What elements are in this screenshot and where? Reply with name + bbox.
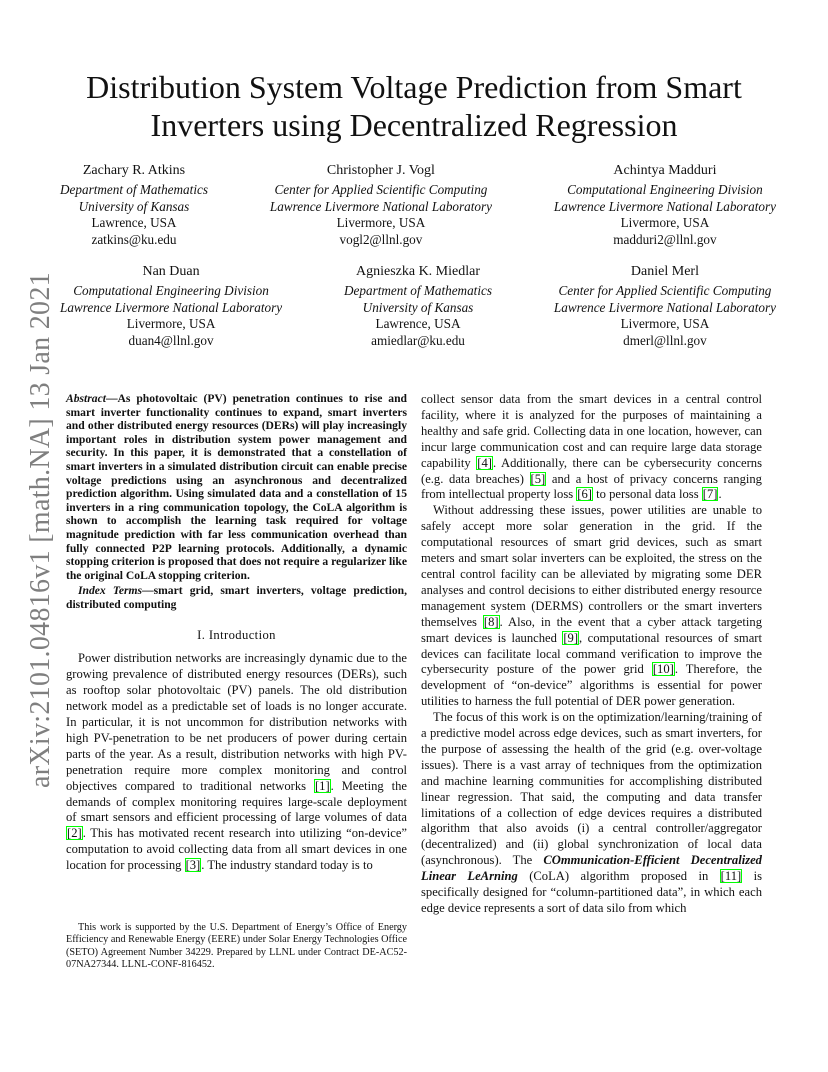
author-department: Computational Engineering Division [567, 181, 763, 197]
author-email: dmerl@llnl.gov [623, 333, 707, 349]
citation-link[interactable]: [5] [530, 471, 546, 486]
text-run: (CoLA) algorithm proposed in [517, 869, 720, 884]
citation-link[interactable]: [4] [477, 455, 492, 470]
arxiv-sidebar [22, 270, 60, 790]
text-run: , computational resources of smart devices can facilitate local command verification to improve the cybersecurity posture of the power grid [421, 630, 762, 677]
citation-link[interactable]: [1] [314, 778, 330, 793]
author-block [60, 264, 282, 350]
body-paragraph [421, 503, 762, 710]
footnote: This work is supported by the U.S. Department of Energy’s Office of Energy Efficiency and Renewable Energy (EERE) under Solar Energy Technologies Office (SETO) Agreement Number 34229. Prepared by LLNL under Contract DE-AC52-07NA27344. LLNL-CONF-816452. [66, 922, 407, 971]
section-heading-introduction: I. Introduction [197, 627, 276, 642]
author-name: Christopher J. Vogl [326, 163, 435, 178]
text-run: . Additionally, there can be cybersecurity concerns (e.g. data breaches) [421, 455, 762, 486]
abstract-label: Abstract [66, 392, 106, 405]
abstract-text: —As photovoltaic (PV) penetration continues to rise and smart inverter functionality continues to expand, smart inverters and other distributed energy resources (DERs) will play increasingly important roles in distribution system power management and security. In this paper, it is demonstrated that a constellation of smart inverters in a simulated distribution circuit can enable precise voltage predictions using an asynchronous and decentralized prediction algorithm. Using simulated data and a constellation of 15 inverters in a ring communication topology, the CoLA algorithm is shown to accomplish the learning task required for voltage magnitude prediction with far less communication overhead than fully connected P2P learning protocols. Additionally, a dynamic stopping criterion is proposed that does not require a regularizer like the original CoLA stopping criterion. [66, 392, 407, 582]
author-block [60, 163, 208, 249]
author-department: Department of Mathematics [60, 181, 208, 197]
author-organization: Lawrence Livermore National Laboratory [60, 299, 283, 315]
body-paragraph [421, 710, 762, 917]
author-email: madduri2@llnl.gov [613, 232, 717, 248]
citation-link[interactable]: [11] [720, 869, 742, 884]
abstract [66, 392, 407, 582]
citation-link[interactable]: [7] [702, 487, 718, 502]
author-location: Lawrence, USA [375, 316, 461, 332]
text-run: The focus of this work is on the optimization/learning/training of a predictive model across edge devices, such as smart inverters, for the purpose of assessing the health of the grid (e.g. over-voltage issues). There is a vast array of techniques from the optimization and machine learning communities for accomplishing distributed linear regression. That said, the computing and data transfer limitations of a collection of edge devices requires a distributed algorithm that also avoids (i) a central controller/aggregator (decentralized) and (ii) global synchronization of local data (asynchronous). The [421, 710, 762, 868]
author-organization: Lawrence Livermore National Laboratory [553, 299, 776, 315]
author-organization: University of Kansas [78, 198, 190, 214]
text-run: . Also, in the event that a cyber attack targeting smart devices is launched [421, 614, 762, 645]
author-email: vogl2@llnl.gov [339, 232, 423, 248]
citation-link[interactable]: [6] [577, 487, 592, 502]
author-block [554, 264, 776, 350]
author-row-1 [60, 163, 776, 249]
index-terms-label: Index Terms [78, 584, 143, 598]
arxiv-identifier: arXiv:2101.04816v1 [math.NA] 13 Jan 2021 [25, 272, 56, 788]
text-run: to personal data loss [592, 487, 702, 502]
paper-title: Distribution System Voltage Prediction from Smart Inverters using Decentralized Regression [86, 69, 742, 143]
author-email: zatkins@ku.edu [91, 232, 177, 248]
citation-link[interactable]: [2] [67, 826, 82, 841]
left-column [66, 392, 407, 874]
text-run: is specifically designed for “column-partitioned data”, in which each edge device represents a sort of data silo from which [421, 869, 762, 915]
author-location: Livermore, USA [336, 215, 426, 231]
text-run: . The industry standard today is to [201, 858, 373, 873]
author-location: Livermore, USA [620, 316, 710, 332]
author-block [344, 264, 492, 350]
author-location: Livermore, USA [620, 215, 710, 231]
body-paragraph [421, 392, 762, 503]
author-name: Zachary R. Atkins [82, 163, 186, 178]
author-row-2 [60, 264, 776, 350]
author-department: Center for Applied Scientific Computing [274, 181, 488, 197]
index-terms-text: —smart grid, smart inverters, voltage prediction, distributed computing [66, 584, 407, 611]
text-run: . Therefore, the development of “on-device” algorithms is essential for power utilities to harness the full potential of DER power generation. [421, 662, 762, 709]
author-email: amiedlar@ku.edu [371, 333, 465, 349]
text-run: collect sensor data from the smart devices in a central control facility, where it is analyzed for the purposes of maintaining a healthy and safe grid. Collecting data in one location, however, can incur large communication cost and can require large data storage capability [421, 392, 762, 470]
citation-link[interactable]: [3] [185, 858, 201, 873]
author-name: Achintya Madduri [613, 163, 717, 178]
cola-acronym-expansion: COmmunication-Efficient Decentralized Linear LeArning [421, 853, 762, 884]
author-organization: Lawrence Livermore National Laboratory [553, 198, 776, 214]
author-name: Daniel Merl [630, 264, 699, 279]
citation-link[interactable]: [8] [483, 614, 499, 629]
text-run: . Meeting the demands of complex monitoring requires large-scale deployment of smart sensors and efficient processing of large volumes of data [66, 778, 407, 825]
intro-paragraph [66, 651, 407, 874]
citation-link[interactable]: [9] [563, 630, 579, 645]
text-run: Power distribution networks are increasingly dynamic due to the growing prevalence of distributed energy resources (DERs), such as rooftop solar photovoltaic (PV) panels. The old distribution network model as a predictable set of loads is no longer accurate. In particular, it is not uncommon for distribution networks with high PV-penetration to be net producers of power during certain parts of the year. As a result, distribution networks with high PV-penetration require more complex monitoring and control objectives compared to traditional networks [66, 651, 407, 793]
author-block [270, 163, 492, 249]
author-department: Department of Mathematics [344, 282, 492, 298]
text-run: and a host of privacy concerns ranging from intellectual property loss [421, 471, 762, 502]
author-email: duan4@llnl.gov [128, 333, 214, 349]
author-block [554, 163, 776, 249]
text-run: Without addressing these issues, power utilities are unable to safely accept more solar generation in the grid. If the computational resources of smart grid devices, such as smart meters and smart solar inverters can be exploited, the stress on the central control facility can be alleviated by migrating some DER analyses and control decisions to either distributed energy resource management system (DERMS) controllers or the smart inverters themselves [421, 503, 762, 629]
author-department: Center for Applied Scientific Computing [558, 282, 772, 298]
author-organization: University of Kansas [362, 299, 474, 315]
author-name: Agnieszka K. Miedlar [355, 264, 481, 279]
author-location: Livermore, USA [126, 316, 216, 332]
text-run: . [718, 487, 722, 502]
author-location: Lawrence, USA [91, 215, 177, 231]
author-department: Computational Engineering Division [73, 282, 269, 298]
author-organization: Lawrence Livermore National Laboratory [269, 198, 492, 214]
citation-link[interactable]: [10] [652, 662, 674, 677]
right-column [421, 392, 762, 917]
index-terms [66, 584, 407, 611]
text-run: . This has motivated recent research into utilizing “on-device” computation to avoid collecting data from all smart devices in one location for processing [66, 826, 407, 873]
author-name: Nan Duan [142, 264, 200, 279]
